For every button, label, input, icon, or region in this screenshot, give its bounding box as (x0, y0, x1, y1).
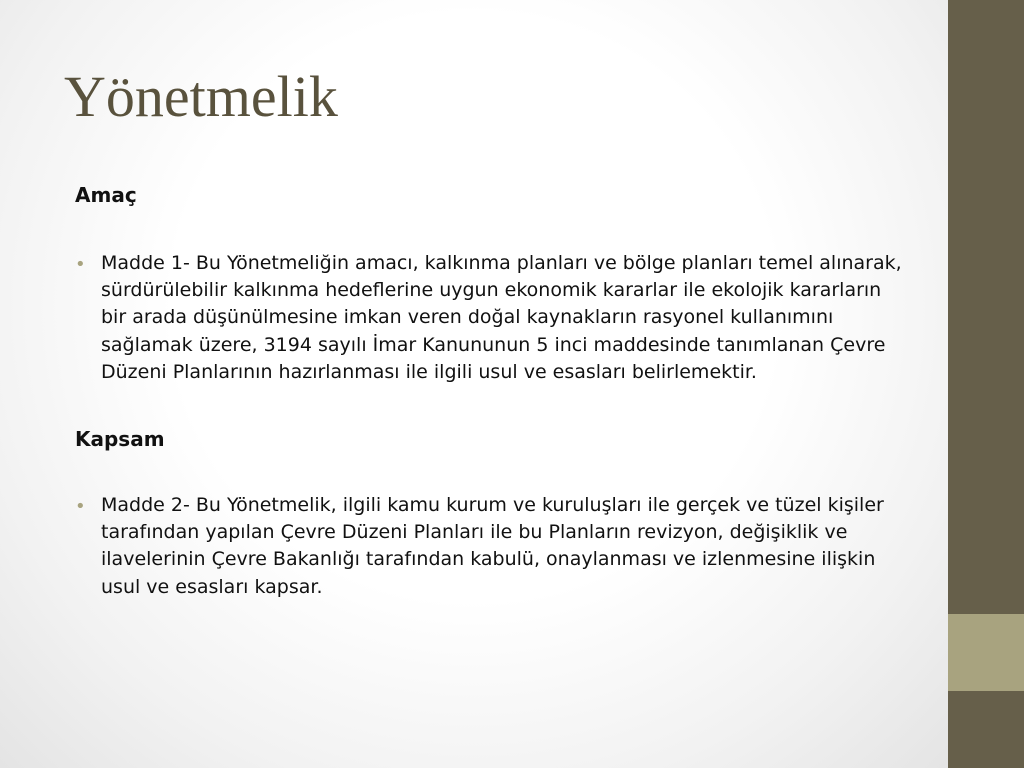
bullet-item-madde-2 (75, 492, 905, 601)
side-decoration-accent (948, 614, 1024, 691)
slide-title: Yönetmelik (64, 64, 338, 129)
bullet-text-madde-2: Madde 2- Bu Yönetmelik, ilgili kamu kurum ve kuruluşları ile gerçek ve tüzel kişiler tarafından yapılan Çevre Düzeni Planları ile bu Planların revizyon, değişiklik ve ilavelerinin Çevre Bakanlığı tarafından kabulü, onaylanması ve izlenmesine ilişkin usul ve esasları kapsar. (101, 494, 884, 598)
bullet-icon: • (75, 254, 86, 275)
bullet-item-madde-1 (75, 250, 905, 386)
bullet-icon: • (75, 496, 86, 518)
section-heading-kapsam: Kapsam (75, 427, 165, 452)
slide-content (75, 180, 905, 601)
section-heading-amac: Amaç (75, 183, 137, 207)
bullet-text-madde-1: Madde 1- Bu Yönetmeliğin amacı, kalkınma planları ve bölge planları temel alınarak, sürdürülebilir kalkınma hedeflerine uygun ekonomik kararlar ile ekolojik kararların bir arada düşünülmesine imkan veren doğal kaynakların rasyonel kullanımını sağlamak üzere, 3194 sayılı İmar Kanununun 5 inci maddesinde tanımlanan Çevre Düzeni Planlarının hazırlanması ile ilgili usul ve esasları belirlemektir. (101, 252, 902, 383)
